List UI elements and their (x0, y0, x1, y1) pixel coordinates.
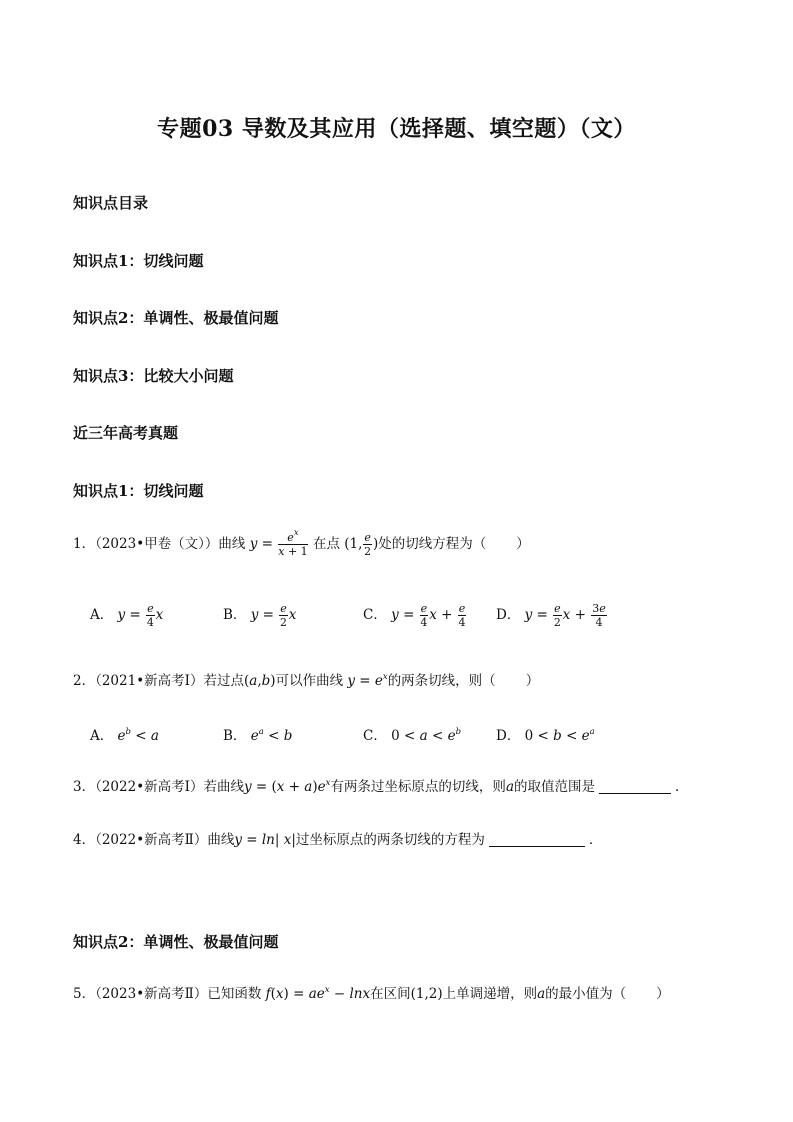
question-4-curve-formula: y = ln| x| (234, 832, 296, 848)
question-4-answer-blank (489, 846, 585, 847)
question-1-mid2: 处的切线方程为（ (378, 536, 487, 552)
toc-item-1: 知识点1：切线问题 (73, 252, 204, 270)
question-5-prefix: 5．（2023•新高考Ⅱ）已知函数 (73, 986, 262, 1002)
question-2-option-a: A． $e^b < a$ (90, 727, 159, 744)
question-1-curve-formula: y = $\frac{e^x}{x + 1}$ (249, 528, 308, 558)
question-2-prefix: 2．（2021•新高考Ⅰ）若过点 (73, 673, 244, 689)
question-2-option-d: D． $0 < b < e^a$ (496, 727, 595, 744)
question-3-curve-formula: $y = (x + a)e^x$ (244, 778, 331, 795)
toc-item-2: 知识点2：单调性、极最值问题 (73, 309, 279, 327)
question-5-interval: (1,2) (410, 986, 443, 1002)
question-4-prefix: 4．（2022•新高考Ⅱ）曲线 (73, 832, 235, 848)
question-3-mid2: 的取值范围是 (514, 779, 595, 795)
question-5-mid1: 在区间 (370, 986, 411, 1002)
question-2-end: ） (525, 673, 540, 689)
question-1-options (90, 603, 710, 633)
question-5-variable: a (537, 986, 546, 1002)
exam-heading: 近三年高考真题 (73, 424, 179, 442)
question-2-option-b: B． $e^a < b$ (223, 727, 293, 744)
question-5-mid2: 上单调递增，则 (442, 986, 538, 1002)
question-4 (73, 828, 602, 848)
question-2-point: (a,b) (244, 673, 276, 689)
question-5-function: $f(x) = ae^x - \ln x$ (265, 985, 371, 1002)
question-3-answer-blank (599, 793, 671, 794)
question-2 (73, 669, 539, 689)
question-1-option-a: A． y = $\frac{e}{4}$ x (90, 602, 164, 629)
question-1-mid1: 在点 (312, 536, 340, 552)
question-5 (73, 982, 670, 1002)
toc-heading: 知识点目录 (73, 194, 149, 212)
question-2-options (90, 724, 710, 754)
question-4-end: ． (588, 832, 603, 848)
question-2-mid1: 可以作曲线 (275, 673, 344, 689)
question-1-point: (1, $\frac{e}{2}$ ) (344, 531, 379, 558)
section-heading-2: 知识点2：单调性、极最值问题 (73, 933, 279, 951)
question-3 (73, 775, 689, 795)
question-1 (73, 528, 530, 558)
question-2-option-c: C． $0 < a < e^b$ (363, 727, 462, 744)
question-1-end: ） (516, 536, 530, 552)
section-heading-1: 知识点1：切线问题 (73, 482, 204, 500)
question-2-mid2: 的两条切线，则（ (387, 673, 496, 689)
question-3-mid1: 有两条过坐标原点的切线，则 (330, 779, 506, 795)
question-5-mid3: 的最小值为（ (545, 986, 627, 1002)
question-3-end: ． (675, 779, 689, 795)
question-1-option-c: C． y = $\frac{e}{4}$ x + $\frac{e}{4}$ (363, 602, 466, 629)
question-1-option-d: D． y = $\frac{e}{2}$ x + $\frac{3e}{4}$ (496, 602, 606, 629)
question-3-prefix: 3．（2022•新高考Ⅰ）若曲线 (73, 779, 244, 795)
document-title: 专题03 导数及其应用（选择题、填空题）（文） (157, 116, 636, 142)
question-5-end: ） (656, 986, 670, 1002)
question-3-variable: a (505, 779, 514, 795)
question-1-option-b: B． y = $\frac{e}{2}$ x (223, 602, 297, 629)
question-4-mid1: 过坐标原点的两条切线的方程为 (295, 832, 485, 848)
question-2-curve-formula: $y = e^x$ (347, 672, 388, 689)
question-1-prefix: 1．（2023•甲卷（文））曲线 (73, 536, 246, 552)
toc-item-3: 知识点3：比较大小问题 (73, 367, 234, 385)
